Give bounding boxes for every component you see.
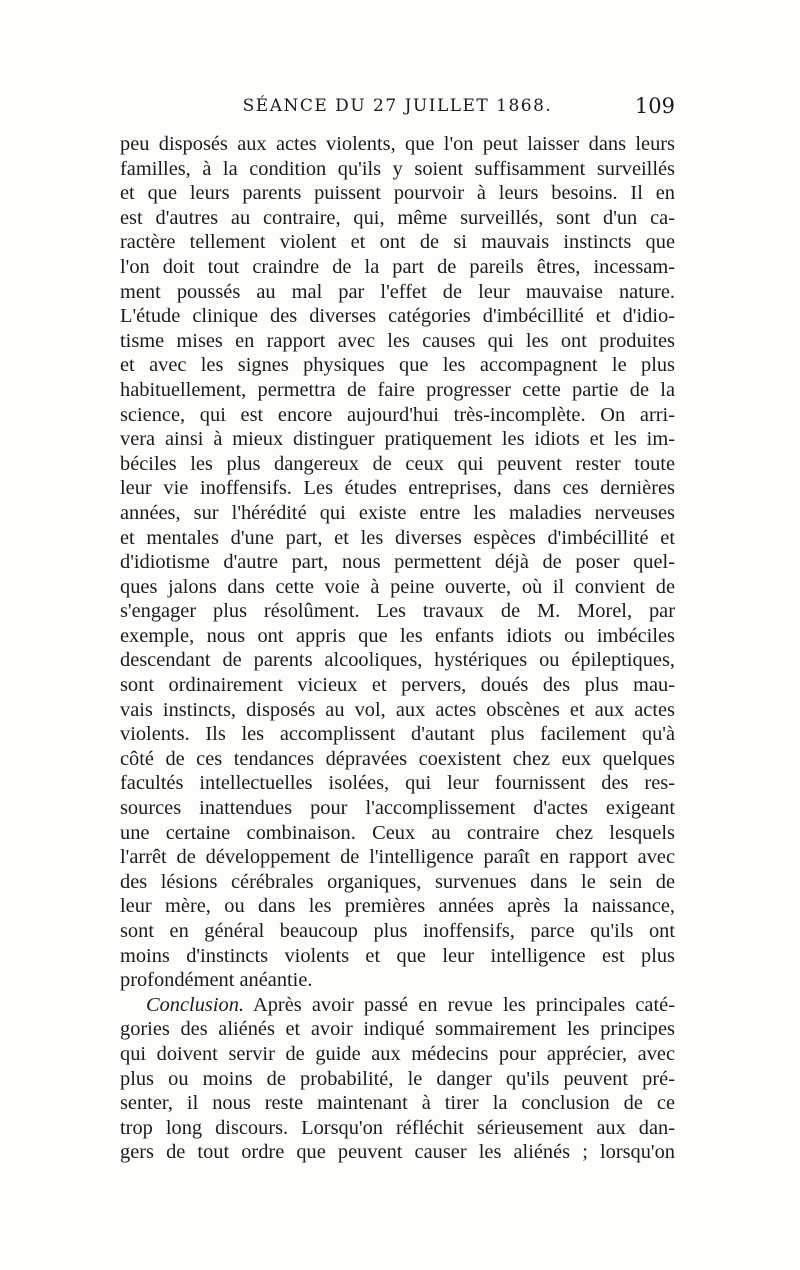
text-line: science, qui est encore aujourd'hui très-incomplète. On arri- (120, 403, 675, 426)
text-line: ment poussés au mal par l'effet de leur mauvaise nature. (120, 280, 675, 303)
text-line: violents. Ils les accomplissent d'autant plus facilement qu'à (120, 723, 675, 746)
text-line: et mentales d'une part, et les diverses espèces d'imbécillité et (120, 526, 675, 549)
text-line: ractère tellement violent et ont de si mauvais instincts que (120, 231, 675, 254)
book-page (120, 92, 675, 1165)
text-line: sources inattendues pour l'accomplissement d'actes exigeant (120, 797, 675, 820)
text-fragment: Après avoir passé en revue les principales caté- (244, 993, 675, 1016)
text-line: vais instincts, disposés au vol, aux actes obscènes et aux actes (120, 698, 675, 721)
text-line: s'engager plus résolûment. Les travaux de M. Morel, par (120, 600, 675, 623)
page-number: 109 (634, 94, 675, 118)
text-line: côté de ces tendances dépravées coexistent chez eux quelques (120, 747, 675, 770)
text-line: est d'autres au contraire, qui, même surveillés, sont d'un ca- (120, 206, 675, 229)
paragraph-conclusion (120, 993, 675, 1165)
text-line: peu disposés aux actes violents, que l'on peut laisser dans leurs (120, 133, 675, 155)
text-line: des lésions cérébrales organiques, survenues dans le sein de (120, 870, 675, 893)
text-line: sont ordinairement vicieux et pervers, doués des plus mau- (120, 674, 675, 697)
text-line: plus ou moins de probabilité, le danger qu'ils peuvent pré- (120, 1067, 675, 1090)
text-line: facultés intellectuelles isolées, qui leur fournissent des res- (120, 772, 675, 795)
text-line: d'idiotisme d'autre part, nous permettent déjà de poser quel- (120, 551, 675, 574)
text-line: vera ainsi à mieux distinguer pratiquement les idiots et les im- (120, 428, 675, 451)
text-line: sont en général beaucoup plus inoffensifs, parce qu'ils ont (120, 920, 675, 942)
text-line: descendant de parents alcooliques, hystériques ou épileptiques, (120, 649, 675, 672)
text-line: habituellement, permettra de faire progresser cette partie de la (120, 378, 675, 401)
text-line: et que leurs parents puissent pourvoir à leurs besoins. Il en (120, 182, 675, 205)
text-line (120, 993, 675, 1018)
text-line: l'on doit tout craindre de la part de pareils êtres, incessam- (120, 255, 675, 278)
text-line: exemple, nous ont appris que les enfants idiots ou imbéciles (120, 624, 675, 647)
body-text (120, 132, 675, 1165)
conclusion-heading: Conclusion. (146, 993, 244, 1016)
text-line: tisme mises en rapport avec les causes qui les ont produites (120, 329, 675, 352)
text-line: L'étude clinique des diverses catégories d'imbécillité et d'idio- (120, 305, 675, 328)
text-line: leur mère, ou dans les premières années après la naissance, (120, 895, 675, 918)
text-line: familles, à la condition qu'ils y soient suffisamment surveillés (120, 157, 675, 180)
text-line: l'arrêt de développement de l'intelligence paraît en rapport avec (120, 846, 675, 869)
text-line: qui doivent servir de guide aux médecins pour apprécier, avec (120, 1042, 675, 1065)
text-line: béciles les plus dangereux de ceux qui peuvent rester toute (120, 452, 675, 475)
text-line: gers de tout ordre que peuvent causer les aliénés ; lorsqu'on (120, 1141, 675, 1164)
running-head-title: SÉANCE DU 27 JUILLET 1868. (242, 96, 553, 116)
text-line: leur vie inoffensifs. Les études entreprises, dans ces dernières (120, 477, 675, 500)
running-head (120, 92, 675, 122)
text-line: une certaine combinaison. Ceux au contraire chez lesquels (120, 821, 675, 844)
text-line: ques jalons dans cette voie à peine ouverte, où il convient de (120, 575, 675, 598)
text-line: et avec les signes physiques que les accompagnent le plus (120, 354, 675, 377)
text-line: moins d'instincts violents et que leur intelligence est plus (120, 944, 675, 967)
text-line: années, sur l'hérédité qui existe entre les maladies nerveuses (120, 501, 675, 524)
text-line: senter, il nous reste maintenant à tirer la conclusion de ce (120, 1092, 675, 1115)
text-line: profondément anéantie. (120, 969, 313, 992)
text-line: gories des aliénés et avoir indiqué sommairement les principes (120, 1018, 675, 1041)
paragraph (120, 132, 675, 993)
text-line: trop long discours. Lorsqu'on réfléchit sérieusement aux dan- (120, 1116, 675, 1139)
